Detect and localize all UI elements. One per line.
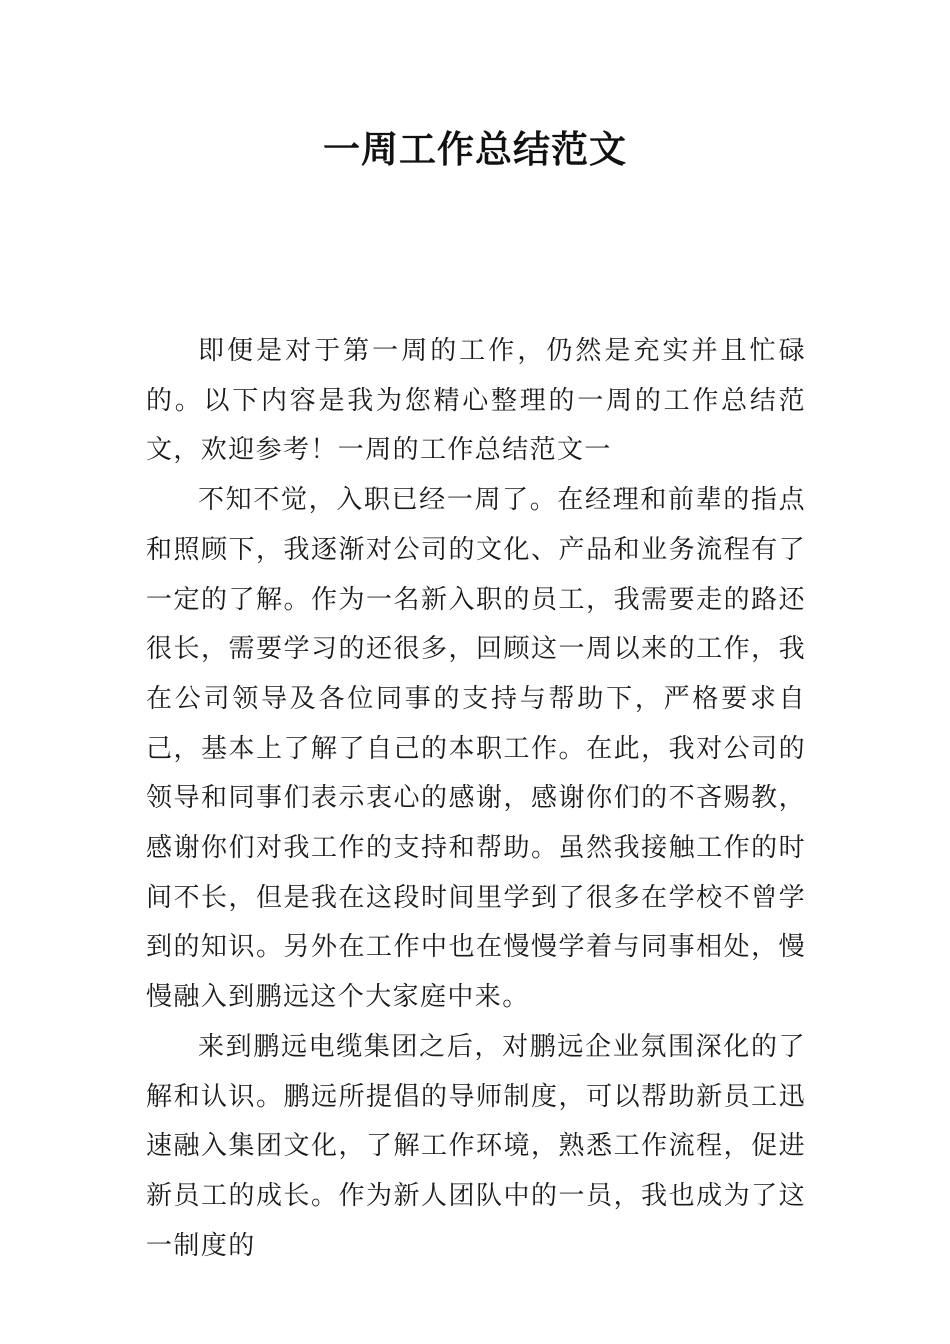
document-title: 一周工作总结范文	[323, 128, 627, 171]
paragraph-company-culture: 来到鹏远电缆集团之后，对鹏远企业氛围深化的了解和认识。鹏远所提倡的导师制度，可以帮助新员工迅速融入集团文化，了解工作环境，熟悉工作流程，促进新员工的成长。作为新人团队中的一员，我也成为了这一制度的	[146, 1031, 806, 1261]
paragraph-intro: 即便是对于第一周的工作，仍然是充实并且忙碌的。以下内容是我为您精心整理的一周的工作总结范文，欢迎参考！一周的工作总结范文一	[146, 336, 806, 466]
paragraph-first-week: 不知不觉，入职已经一周了。在经理和前辈的指点和照顾下，我逐渐对公司的文化、产品和业务流程有了一定的了解。作为一名新入职的员工，我需要走的路还很长，需要学习的还很多，回顾这一周以来的工作，我在公司领导及各位同事的支持与帮助下，严格要求自己，基本上了解了自己的本职工作。在此，我对公司的领导和同事们表示衷心的感谢，感谢你们的不吝赐教，感谢你们对我工作的支持和帮助。虽然我接触工作的时间不长，但是我在这段时间里学到了很多在学校不曾学到的知识。另外在工作中也在慢慢学着与同事相处，慢慢融入到鹏远这个大家庭中来。	[146, 485, 806, 1013]
document-body	[146, 327, 806, 1271]
